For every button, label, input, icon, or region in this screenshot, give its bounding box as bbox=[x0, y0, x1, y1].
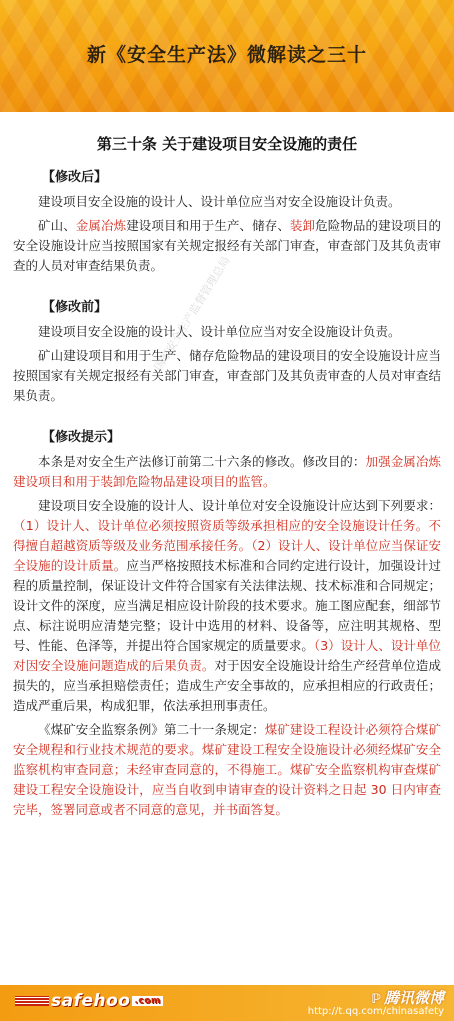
logo-stripes-icon bbox=[15, 996, 49, 1006]
weibo-icon: ℙ bbox=[371, 992, 381, 1007]
section-heading-after: 【修改后】 bbox=[42, 170, 108, 185]
highlight-text: 金属冶炼 bbox=[75, 218, 127, 233]
tips-paragraph-2 bbox=[13, 496, 441, 716]
weibo-url-link[interactable]: http://t.qq.com/chinasafety bbox=[307, 1006, 444, 1017]
highlight-text: （1）设计人、设计单位必须按照资质等级承担相应的安全设施设计任务。不得擅自超越资质等级及业务范围承接任务。（2）设计人、设计单位应当保证安全设施的设计质量。 bbox=[13, 518, 441, 573]
article-title: 第三十条 关于建设项目安全设施的责任 bbox=[96, 135, 358, 153]
watermark-text: 国家安全生产监督管理总局 bbox=[151, 254, 233, 373]
footer-bar bbox=[0, 985, 454, 1021]
text-segment: 应当严格按照技术标准和合同约定进行设计，加强设计过程的质量控制，保证设计文件符合国家有关法律法规、技术标准和合同规定；设计文件的深度，应当满足相应设计阶段的技术要求。施工图应配套，细部节点、标注说明应清楚完整；设计中选用的材料、设备等，应注明其规格、型号、性能、色泽等，并提出符合国家规定的质量要求。 bbox=[13, 558, 441, 653]
section-heading-before: 【修改前】 bbox=[42, 300, 108, 315]
highlight-text: 加强金属冶炼建设项目和用于装卸危险物品建设项目的监管。 bbox=[13, 454, 441, 489]
text-segment: 《煤矿安全监察条例》第二十一条规定： bbox=[38, 722, 265, 737]
tips-paragraph-1 bbox=[13, 452, 441, 492]
tips-paragraph-3 bbox=[13, 720, 441, 820]
text-segment: 危险物品的建设项目的安全设施设计应当按照国家有关规定报经有关部门审查，审查部门及其负责审查的人员对审查结果负责。 bbox=[13, 218, 441, 273]
text-segment: 建设项目和用于生产、储存、 bbox=[126, 218, 290, 233]
header-banner bbox=[0, 0, 454, 112]
logo-suffix: .com bbox=[134, 996, 161, 1006]
safehoo-logo[interactable] bbox=[15, 991, 163, 1013]
highlight-text: 煤矿建设工程设计必须符合煤矿安全规程和行业技术规范的要求。煤矿建设工程安全设施设计必须经煤矿安全监察机构审查同意；未经审查同意的，不得施工。煤矿安全监察机构审查煤矿建设工程安全设施设计，应当自收到申请审查的设计资料之日起 30 日内审查完毕，签署同意或者不同意的意见，并书面答复。 bbox=[13, 722, 441, 817]
tencent-weibo-brand[interactable] bbox=[371, 987, 444, 1008]
highlight-text: （3）设计人、设计单位对因安全设施问题造成的后果负责。 bbox=[13, 638, 441, 673]
text-segment: 对于因安全设施设计给生产经营单位造成损失的，应当承担赔偿责任；造成生产安全事故的，应承担相应的行政责任；造成严重后果，构成犯罪，依法承担刑事责任。 bbox=[13, 658, 441, 713]
text-segment: 建设项目安全设施的设计人、设计单位对安全设施设计应达到下列要求： bbox=[38, 498, 441, 513]
before-paragraph-2: 矿山建设项目和用于生产、储存危险物品的建设项目的安全设施设计应当按照国家有关规定报经有关部门审查，审查部门及其负责审查的人员对审查结果负责。 bbox=[13, 348, 441, 403]
highlight-text: 装卸 bbox=[289, 218, 316, 233]
before-paragraph-1: 建设项目安全设施的设计人、设计单位应当对安全设施设计负责。 bbox=[38, 324, 401, 339]
text-segment: 本条是对安全生产法修订前第二十六条的修改。修改目的： bbox=[38, 454, 366, 469]
weibo-brand-text: 腾讯微博 bbox=[383, 989, 444, 1007]
section-heading-tips: 【修改提示】 bbox=[42, 430, 121, 445]
banner-title: 新《安全生产法》微解读之三十 bbox=[86, 44, 367, 66]
after-paragraph-1: 建设项目安全设施的设计人、设计单位应当对安全设施设计负责。 bbox=[38, 194, 401, 209]
logo-text: safehoo bbox=[51, 991, 131, 1011]
text-segment: 矿山、 bbox=[38, 218, 76, 233]
